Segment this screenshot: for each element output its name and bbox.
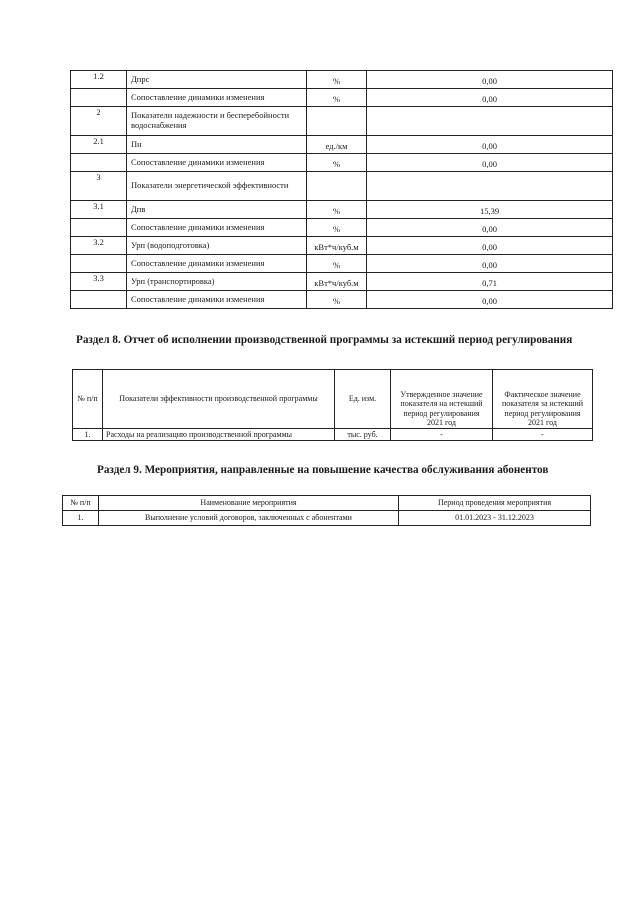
- indicator-num: [71, 219, 127, 237]
- section9-table: [62, 495, 591, 526]
- table-row: [63, 511, 591, 526]
- indicator-name: Урп (водоподготовка): [127, 237, 307, 255]
- indicator-num: 2: [71, 107, 127, 136]
- s8-row-indicator: Расходы на реализацию производственной программы: [103, 429, 335, 441]
- s8-row-approved: -: [391, 429, 493, 441]
- indicator-unit: [307, 107, 367, 136]
- indicator-value: 0,00: [367, 237, 613, 255]
- s8-header-actual: [493, 370, 593, 429]
- indicator-name: Сопоставление динамики изменения: [127, 219, 307, 237]
- indicator-num: [71, 89, 127, 107]
- indicator-name: Показатели энергетической эффективности: [127, 172, 307, 201]
- indicator-name: Сопоставление динамики изменения: [127, 89, 307, 107]
- s9-header-num: № п/п: [63, 496, 99, 511]
- table-row: [71, 291, 613, 309]
- s9-row-period: 01.01.2023 - 31.12.2023: [399, 511, 591, 526]
- indicator-unit: %: [307, 201, 367, 219]
- s9-row-num: 1.: [63, 511, 99, 526]
- indicator-unit: кВт*ч/куб.м: [307, 237, 367, 255]
- table-row: [71, 237, 613, 255]
- s9-header-period: Период проведения мероприятия: [399, 496, 591, 511]
- s8-row-actual: -: [493, 429, 593, 441]
- indicator-unit: кВт*ч/куб.м: [307, 273, 367, 291]
- s8-header-indicator: Показатели эффективности производственной программы: [103, 370, 335, 429]
- section8-heading: Раздел 8. Отчет об исполнении производственной программы за истекший период регулирования: [76, 334, 573, 346]
- table-row: [71, 107, 613, 136]
- table-row: [71, 219, 613, 237]
- s8-row-unit: тыс. руб.: [335, 429, 391, 441]
- indicator-num: [71, 154, 127, 172]
- indicator-unit: %: [307, 291, 367, 309]
- indicator-unit: ед./км: [307, 136, 367, 154]
- s8-header-approved-year: 2021 год: [427, 417, 456, 427]
- indicator-num: [71, 255, 127, 273]
- table-row: [71, 273, 613, 291]
- s8-row-num: 1.: [73, 429, 103, 441]
- indicator-unit: %: [307, 89, 367, 107]
- indicator-num: 3.3: [71, 273, 127, 291]
- indicator-value: 0,71: [367, 273, 613, 291]
- indicator-value: 0,00: [367, 255, 613, 273]
- indicator-num: [71, 291, 127, 309]
- table-row: [71, 136, 613, 154]
- table-row: [71, 154, 613, 172]
- indicator-name: Пн: [127, 136, 307, 154]
- indicator-value: 15,39: [367, 201, 613, 219]
- indicator-value: [367, 172, 613, 201]
- s8-header-approved-text: Утвержденное значение показателя на истекший период регулирования: [400, 390, 483, 418]
- section8-table: [72, 369, 593, 441]
- indicator-name: Дпрс: [127, 71, 307, 89]
- table-row: [71, 172, 613, 201]
- indicator-value: 0,00: [367, 291, 613, 309]
- s8-header-approved: [391, 370, 493, 429]
- indicator-unit: %: [307, 219, 367, 237]
- s8-header-actual-text: Фактическое значение показателя за истекший период регулирования: [501, 390, 584, 418]
- s8-header-unit: Ед. изм.: [335, 370, 391, 429]
- indicator-unit: %: [307, 255, 367, 273]
- indicator-name: Урп (транспортировка): [127, 273, 307, 291]
- indicator-unit: %: [307, 154, 367, 172]
- indicator-name: Сопоставление динамики изменения: [127, 255, 307, 273]
- indicator-num: 1.2: [71, 71, 127, 89]
- indicator-value: 0,00: [367, 219, 613, 237]
- indicator-name: Дпв: [127, 201, 307, 219]
- section9-heading: Раздел 9. Мероприятия, направленные на повышение качества обслуживания абонентов: [97, 464, 549, 476]
- table-row: [71, 89, 613, 107]
- indicator-name: Сопоставление динамики изменения: [127, 291, 307, 309]
- indicator-unit: [307, 172, 367, 201]
- indicator-value: 0,00: [367, 154, 613, 172]
- s8-header-actual-year: 2021 год: [528, 417, 557, 427]
- indicator-name: Сопоставление динамики изменения: [127, 154, 307, 172]
- indicator-num: 2.1: [71, 136, 127, 154]
- s9-row-name: Выполнение условий договоров, заключенных с абонентами: [99, 511, 399, 526]
- indicator-name: Показатели надежности и бесперебойности водоснабжения: [127, 107, 307, 136]
- indicator-value: 0,00: [367, 89, 613, 107]
- indicator-num: 3.1: [71, 201, 127, 219]
- table-row: [71, 71, 613, 89]
- indicators-table: [70, 70, 613, 309]
- indicators-table-body: [71, 71, 613, 309]
- s8-header-num: № п/п: [73, 370, 103, 429]
- indicator-value: [367, 107, 613, 136]
- indicator-value: 0,00: [367, 136, 613, 154]
- indicator-num: 3.2: [71, 237, 127, 255]
- indicator-num: 3: [71, 172, 127, 201]
- table-row: [71, 255, 613, 273]
- table-row: [73, 429, 593, 441]
- indicator-unit: %: [307, 71, 367, 89]
- s9-header-name: Наименование мероприятия: [99, 496, 399, 511]
- indicator-value: 0,00: [367, 71, 613, 89]
- table-row: [71, 201, 613, 219]
